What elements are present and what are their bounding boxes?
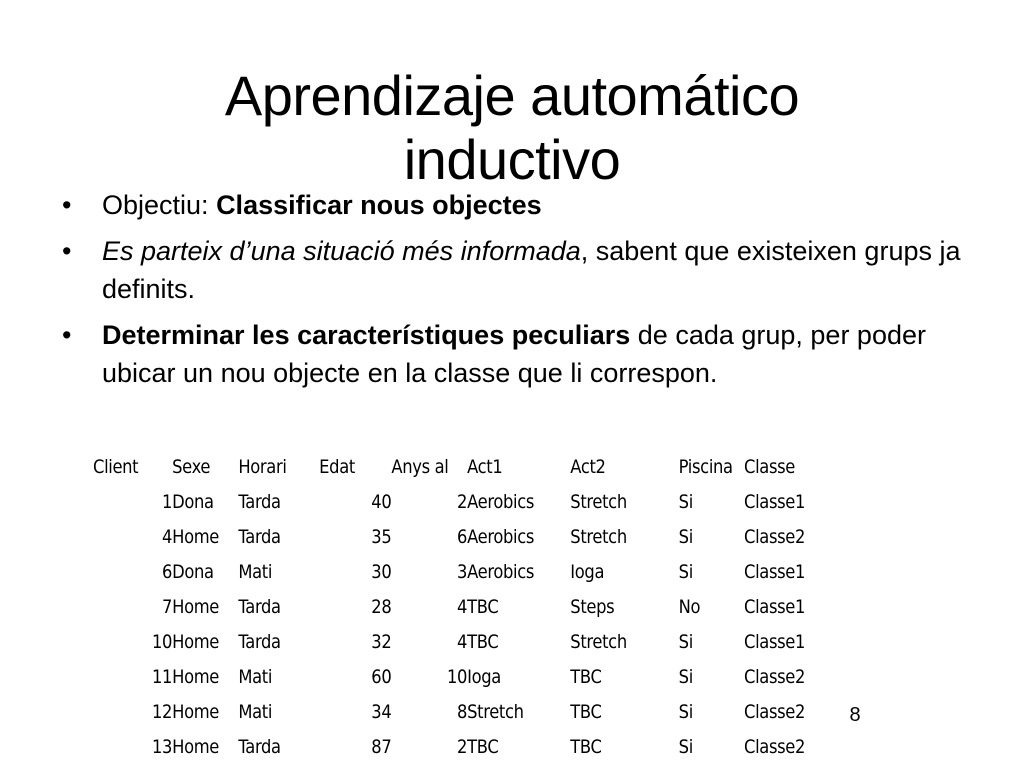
cell-act2: Stretch	[570, 525, 627, 548]
cell-anys: 6	[457, 525, 468, 548]
cell-anys: 2	[457, 490, 468, 513]
cell-client: 10	[152, 630, 173, 653]
cell-piscina: Si	[678, 700, 693, 723]
cell-act2: Ioga	[570, 560, 605, 583]
cell-horari: Tarda	[238, 525, 281, 548]
cell-anys: 10	[446, 665, 468, 688]
cell-classe: Classe1	[744, 490, 806, 513]
table-row	[93, 554, 821, 589]
cell-sexe: Dona	[172, 490, 214, 513]
bullet-icon: •	[62, 236, 72, 266]
table-row	[93, 624, 821, 659]
bullet-item-characteristics	[62, 316, 982, 392]
cell-act1: Aerobics	[467, 560, 535, 583]
cell-act2: Steps	[570, 595, 615, 618]
cell-client: 7	[162, 595, 173, 618]
cell-classe: Classe1	[744, 595, 806, 618]
cell-client: 4	[162, 525, 173, 548]
cell-edat: 35	[371, 525, 392, 548]
bullet-text-bold: Classificar nous objectes	[216, 190, 542, 220]
column-header-classe: Classe	[744, 455, 796, 478]
cell-edat: 32	[371, 630, 392, 653]
column-header-piscina: Piscina	[678, 455, 733, 478]
cell-anys: 8	[457, 700, 468, 723]
cell-anys: 4	[457, 630, 468, 653]
bullet-item-objective	[62, 186, 982, 224]
cell-horari: Mati	[238, 700, 273, 723]
table-row	[93, 694, 821, 729]
cell-horari: Mati	[238, 665, 273, 688]
table-row	[93, 484, 821, 519]
cell-classe: Classe2	[744, 525, 806, 548]
cell-horari: Tarda	[238, 595, 281, 618]
cell-piscina: Si	[678, 630, 693, 653]
client-data-table	[93, 449, 821, 764]
bullet-icon: •	[62, 320, 72, 350]
cell-sexe: Home	[172, 630, 220, 653]
cell-sexe: Home	[172, 735, 220, 758]
cell-edat: 30	[371, 560, 392, 583]
cell-horari: Tarda	[238, 490, 281, 513]
cell-client: 11	[152, 665, 173, 688]
table-row	[93, 519, 821, 554]
column-header-act2: Act2	[570, 455, 606, 478]
slide-title	[0, 64, 1024, 192]
cell-classe: Classe1	[744, 630, 806, 653]
cell-anys: 2	[457, 735, 468, 758]
column-header-anys: Anys al	[391, 455, 449, 478]
slide-title-line-2: inductivo	[403, 127, 621, 191]
table-header-row	[93, 449, 821, 484]
cell-sexe: Home	[172, 525, 220, 548]
cell-horari: Mati	[238, 560, 273, 583]
cell-client: 1	[162, 490, 173, 513]
cell-classe: Classe1	[744, 560, 806, 583]
cell-anys: 4	[457, 595, 468, 618]
cell-piscina: Si	[678, 490, 693, 513]
cell-act1: TBC	[467, 735, 499, 758]
page-number: 8	[849, 704, 861, 726]
cell-sexe: Home	[172, 595, 220, 618]
bullet-text-italic: Es parteix d’una situació més informada	[102, 236, 581, 266]
cell-act1: TBC	[467, 595, 499, 618]
cell-piscina: No	[678, 595, 701, 618]
cell-piscina: Si	[678, 735, 693, 758]
cell-piscina: Si	[678, 525, 693, 548]
cell-sexe: Dona	[172, 560, 214, 583]
column-header-act1: Act1	[467, 455, 503, 478]
cell-edat: 34	[371, 700, 392, 723]
cell-act2: TBC	[570, 735, 602, 758]
bullet-item-informed-situation	[62, 232, 982, 308]
cell-piscina: Si	[678, 665, 693, 688]
cell-act2: TBC	[570, 700, 602, 723]
cell-horari: Tarda	[238, 735, 281, 758]
cell-classe: Classe2	[744, 665, 806, 688]
bullet-text-plain: , sabent que existeixen grups ja definits.	[102, 236, 961, 304]
bullet-list	[62, 186, 982, 400]
cell-edat: 40	[371, 490, 392, 513]
table-row	[93, 659, 821, 694]
bullet-text-plain: de cada grup, per poder ubicar un nou objecte en la classe que li correspon.	[102, 320, 926, 388]
cell-client: 13	[152, 735, 173, 758]
cell-edat: 28	[371, 595, 392, 618]
bullet-text-plain: Objectiu:	[102, 190, 217, 220]
cell-client: 12	[152, 700, 173, 723]
cell-act1: Ioga	[467, 665, 501, 688]
cell-act2: Stretch	[570, 490, 627, 513]
cell-client: 6	[162, 560, 173, 583]
bullet-icon: •	[62, 190, 72, 220]
column-header-client: Client	[93, 455, 139, 478]
column-header-edat: Edat	[319, 455, 355, 478]
cell-classe: Classe2	[744, 700, 806, 723]
cell-sexe: Home	[172, 665, 220, 688]
cell-act1: Aerobics	[467, 525, 535, 548]
cell-sexe: Home	[172, 700, 220, 723]
column-header-horari: Horari	[238, 455, 287, 478]
cell-act1: Aerobics	[467, 490, 535, 513]
bullet-text-bold: Determinar les característiques peculiars	[102, 320, 631, 350]
column-header-sexe: Sexe	[172, 455, 211, 478]
cell-edat: 87	[371, 735, 392, 758]
cell-anys: 3	[457, 560, 468, 583]
cell-act2: Stretch	[570, 630, 627, 653]
slide-title-line-1: Aprendizaje automático	[224, 63, 800, 127]
cell-classe: Classe2	[744, 735, 806, 758]
cell-act1: Stretch	[467, 700, 524, 723]
cell-piscina: Si	[678, 560, 693, 583]
cell-act2: TBC	[570, 665, 602, 688]
cell-horari: Tarda	[238, 630, 281, 653]
table-row	[93, 589, 821, 624]
table-row	[93, 729, 821, 764]
cell-act1: TBC	[467, 630, 499, 653]
cell-edat: 60	[371, 665, 392, 688]
